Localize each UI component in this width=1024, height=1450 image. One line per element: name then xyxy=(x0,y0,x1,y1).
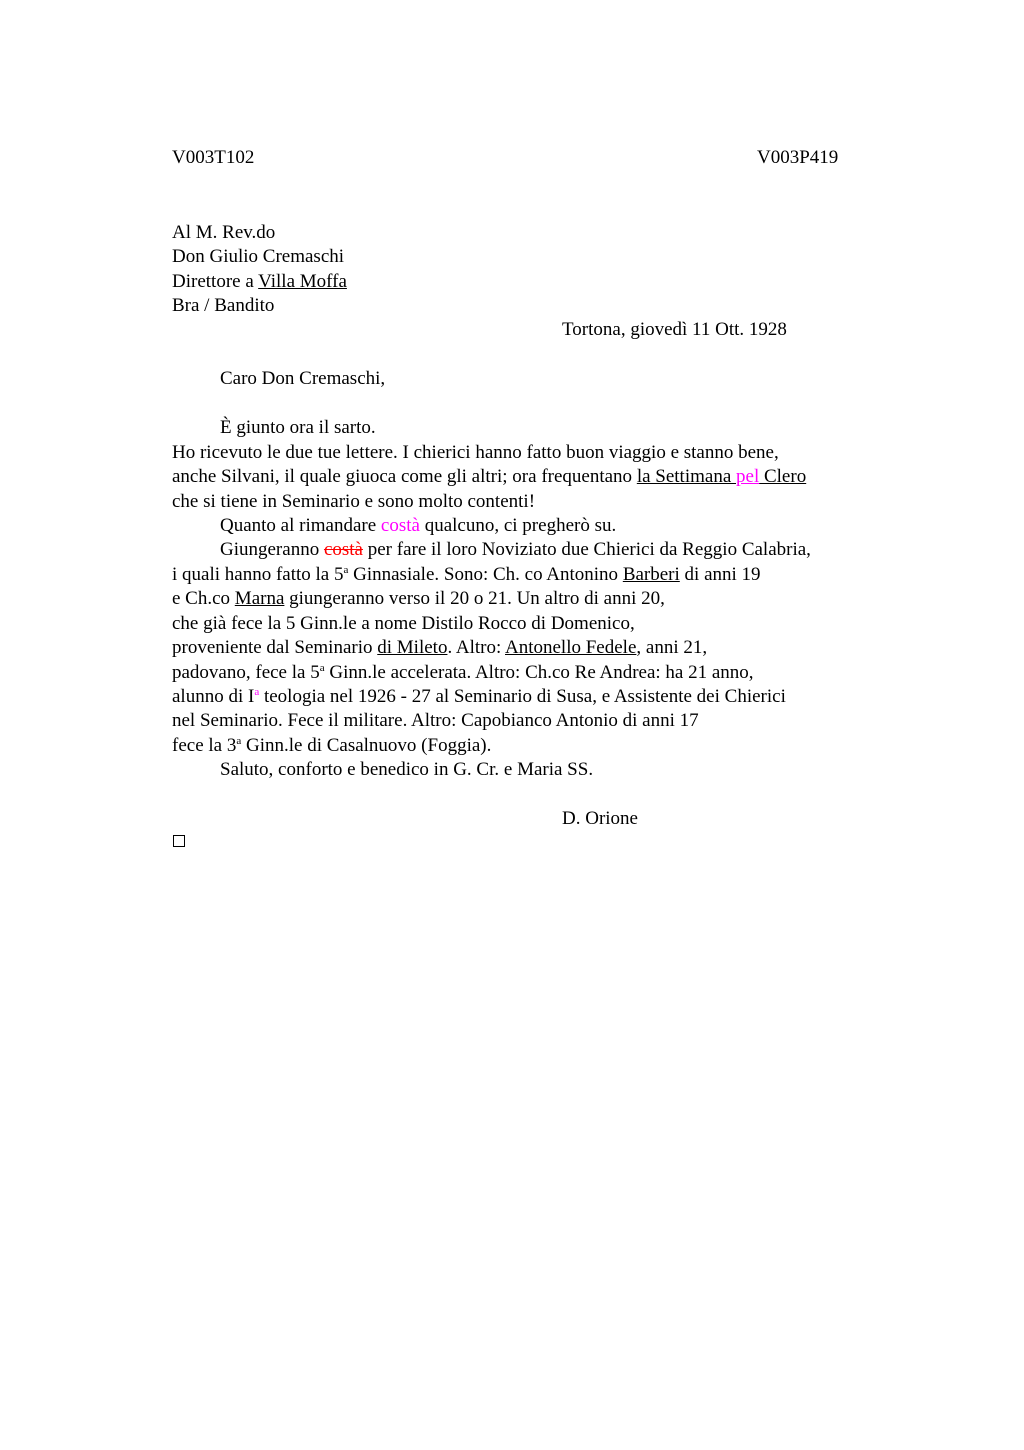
body-line-7-text-c: di anni 19 xyxy=(679,564,761,585)
body-line-11-text-a: padovano, fece la 5 xyxy=(172,662,320,683)
body-line-7-text-a: i quali hanno fatto la 5 xyxy=(172,564,344,585)
body-line-9: che già fece la 5 Ginn.le a nome Distilo Rocco di Domenico, xyxy=(172,613,635,634)
body-line-10 xyxy=(172,636,707,660)
underlined-settimana: la Settimana xyxy=(636,466,737,487)
deleted-costa: costà xyxy=(323,539,363,560)
body-line-7 xyxy=(172,563,761,589)
inserted-pel: pel xyxy=(736,466,760,487)
body-line-1: È giunto ora il sarto. xyxy=(220,417,376,438)
body-line-10-text-a: proveniente dal Seminario xyxy=(172,637,378,658)
body-line-5-text-a: Quanto al rimandare xyxy=(220,515,381,536)
body-line-12-text-a: alunno di I xyxy=(172,686,255,707)
body-line-6-text-b: per fare il loro Noviziato due Chierici da Reggio Calabria, xyxy=(363,539,811,560)
body-line-8 xyxy=(172,587,665,611)
header-left-code: V003T102 xyxy=(172,147,255,168)
underlined-clero: Clero xyxy=(759,466,807,487)
body-line-11 xyxy=(172,661,754,687)
body-line-10-text-b: . Altro: xyxy=(447,637,505,658)
superscript-a: a xyxy=(319,662,325,674)
underlined-barberi: Barberi xyxy=(622,564,680,585)
address-line-1: Al M. Rev.do xyxy=(172,222,276,243)
body-line-3 xyxy=(172,465,806,489)
body-line-12-text-b: teologia nel 1926 - 27 al Seminario di Susa, e Assistente dei Chierici xyxy=(259,686,786,707)
address-line-2: Don Giulio Cremaschi xyxy=(172,246,345,267)
body-line-5 xyxy=(220,514,616,538)
checkbox-square-icon xyxy=(173,835,185,847)
address-line-3 xyxy=(172,270,347,294)
header-right-code: V003P419 xyxy=(757,147,839,168)
address-prefix: Direttore a xyxy=(172,271,259,292)
body-line-14-text-b: Ginn.le di Casalnuovo (Foggia). xyxy=(241,735,492,756)
body-line-6 xyxy=(220,538,811,562)
body-line-8-text-b: giungeranno verso il 20 o 21. Un altro di anni 20, xyxy=(284,588,665,609)
address-line-4: Bra / Bandito xyxy=(172,295,275,316)
body-line-12 xyxy=(172,685,786,711)
body-line-8-text-a: e Ch.co xyxy=(172,588,235,609)
superscript-a: a xyxy=(343,564,349,576)
underlined-antonello-fedele: Antonello Fedele xyxy=(505,637,637,658)
body-line-5-text-b: qualcuno, ci pregherò su. xyxy=(419,515,617,536)
body-line-11-text-b: Ginn.le accelerata. Altro: Ch.co Re Andrea: ha 21 anno, xyxy=(324,662,754,683)
salutation: Caro Don Cremaschi, xyxy=(220,368,386,389)
body-line-10-text-c: , anni 21, xyxy=(636,637,708,658)
inserted-costa: costà xyxy=(380,515,420,536)
body-line-4: che si tiene in Seminario e sono molto contenti! xyxy=(172,491,536,512)
body-line-6-text-a: Giungeranno xyxy=(220,539,324,560)
closing-line: Saluto, conforto e benedico in G. Cr. e Maria SS. xyxy=(220,759,594,780)
body-line-2: Ho ricevuto le due tue lettere. I chierici hanno fatto buon viaggio e stanno bene, xyxy=(172,442,779,463)
underlined-marna: Marna xyxy=(234,588,285,609)
dateline: Tortona, giovedì 11 Ott. 1928 xyxy=(562,319,787,340)
body-line-14-text-a: fece la 3 xyxy=(172,735,237,756)
body-line-13: nel Seminario. Fece il militare. Altro: Capobianco Antonio di anni 17 xyxy=(172,710,699,731)
body-line-7-text-b: Ginnasiale. Sono: Ch. co Antonino xyxy=(348,564,623,585)
superscript-a: a xyxy=(236,735,242,747)
signature: D. Orione xyxy=(562,808,638,829)
body-line-3-text: anche Silvani, il quale giuoca come gli altri; ora frequentano xyxy=(172,466,637,487)
underlined-mileto: di Mileto xyxy=(377,637,448,658)
address-place: Villa Moffa xyxy=(258,271,347,292)
body-line-14 xyxy=(172,734,491,760)
inserted-superscript-a: a xyxy=(254,686,260,698)
